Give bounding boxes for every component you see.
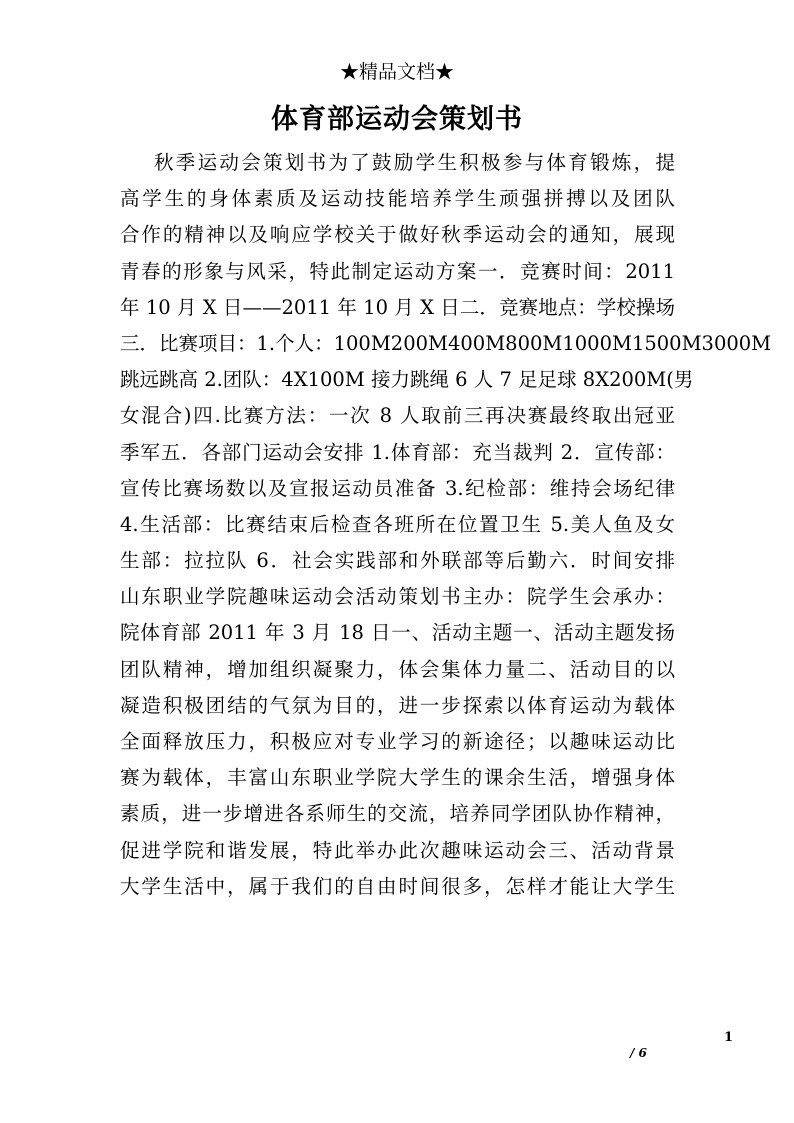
document-header: ★精品文档★ — [339, 61, 454, 83]
body-line: 合作的精神以及响应学校关于做好秋季运动会的通知，展现 — [120, 223, 675, 247]
page-total: / 6 — [630, 1046, 647, 1060]
body-line: 全面释放压力，积极应对专业学习的新途径；以趣味运动比 — [120, 730, 675, 753]
body-line: 大学生活中，属于我们的自由时间很多，怎样才能让大学生 — [120, 874, 675, 898]
body-line: 素质，进一步增进各系师生的交流，培养同学团队协作精神， — [120, 802, 675, 826]
body-line: 年 10 月 X 日——2011 年 10 月 X 日二．竞赛地点：学校操场 — [120, 295, 675, 319]
document-body — [120, 145, 772, 905]
document-title: 体育部运动会策划书 — [271, 104, 523, 135]
body-line: 秋季运动会策划书为了鼓励学生积极参与体育锻炼，提 — [154, 151, 675, 174]
body-line: 跳远跳高 2.团队：4X100M 接力跳绳 6 人 7 足足球 8X200M(男 — [120, 368, 694, 392]
body-line: 山东职业学院趣味运动会活动策划书主办：院学生会承办： — [120, 585, 675, 609]
body-line: 青春的形象与风采，特此制定运动方案一．竞赛时间：2011 — [120, 259, 675, 283]
body-line: 院体育部 2011 年 3 月 18 日一、活动主题一、活动主题发扬 — [120, 621, 675, 645]
body-line: 促进学院和谐发展，特此举办此次趣味运动会三、活动背景 — [120, 838, 675, 862]
body-line: 高学生的身体素质及运动技能培养学生顽强拼搏以及团队 — [120, 187, 675, 211]
body-line: 生部：拉拉队 6．社会实践部和外联部等后勤六．时间安排 — [120, 549, 675, 573]
body-line: 凝造积极团结的气氛为目的，进一步探索以体育运动为载体 — [120, 693, 675, 717]
body-line: 季军五．各部门运动会安排 1.体育部：充当裁判 2．宣传部： — [120, 440, 675, 464]
body-line: 三．比赛项目：1.个人：100M200M400M800M1000M1500M3000M — [120, 331, 772, 355]
body-line: 团队精神，增加组织凝聚力，体会集体力量二、活动目的以 — [120, 657, 675, 681]
body-line: 4.生活部：比赛结束后检查各班所在位置卫生 5.美人鱼及女 — [120, 512, 675, 536]
page-number: 1 — [724, 1030, 734, 1045]
body-line: 宣传比赛场数以及宣报运动员准备 3.纪检部：维持会场纪律 — [120, 476, 675, 500]
body-line: 赛为载体，丰富山东职业学院大学生的课余生活，增强身体 — [120, 766, 675, 790]
body-line: 女混合)四.比赛方法：一次 8 人取前三再决赛最终取出冠亚 — [120, 404, 675, 428]
